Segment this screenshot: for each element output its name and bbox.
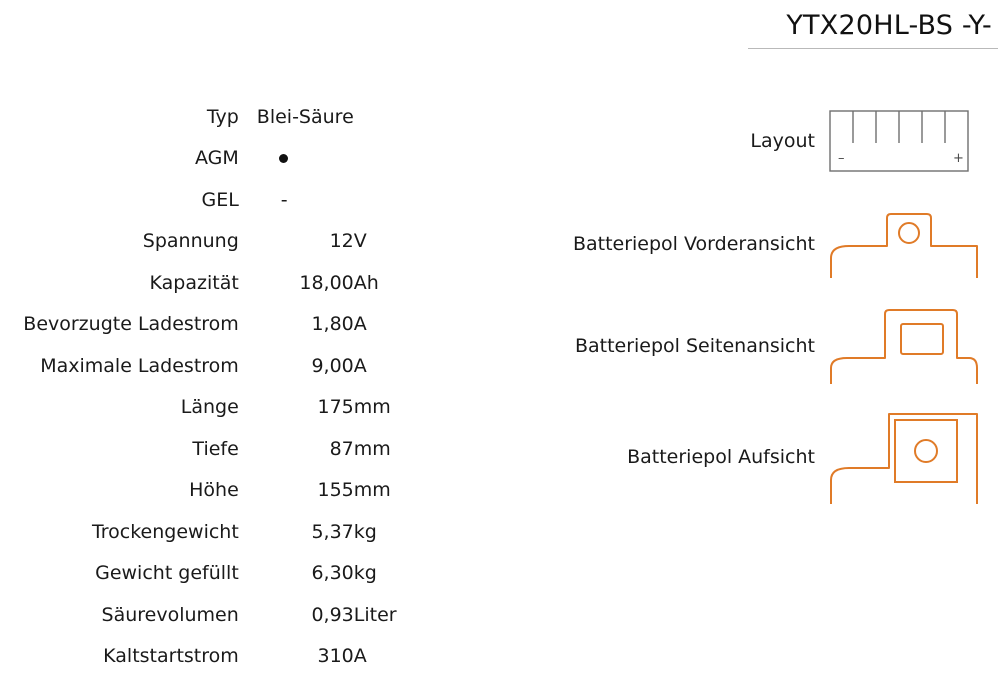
- spec-value: 0,93: [311, 603, 354, 626]
- spec-value: 155: [317, 479, 354, 502]
- spec-unit: A: [353, 313, 367, 336]
- layout-icon: [829, 110, 969, 172]
- spec-value: [239, 138, 354, 180]
- table-row: [0, 428, 470, 470]
- table-row: [0, 511, 470, 553]
- diagram-row-top-view: [500, 408, 1000, 506]
- table-row: [0, 594, 470, 636]
- diagram-label-front-view: Batteriepol Vorderansicht: [572, 233, 815, 255]
- spec-value: 6,30: [311, 562, 354, 585]
- agm-filled-dot-icon: [279, 154, 288, 163]
- spec-label: Trockengewicht: [91, 520, 239, 543]
- spec-label: Säurevolumen: [101, 603, 239, 626]
- table-row: [0, 387, 470, 429]
- table-row: [0, 179, 470, 221]
- spec-label: Maximale Ladestrom: [40, 354, 239, 377]
- layout-plus-label: +: [953, 151, 964, 166]
- spec-value: 18,00: [299, 271, 354, 294]
- table-row: [0, 304, 470, 346]
- spec-value: 5,37: [311, 520, 354, 543]
- spec-value: 1,80: [311, 313, 354, 336]
- spec-label: Kapazität: [149, 271, 239, 294]
- spec-unit: A: [353, 354, 367, 377]
- page-title: YTX20HL-BS -Y-: [786, 10, 992, 41]
- diagram-row-front-view: [500, 208, 1000, 280]
- spec-unit: kg: [353, 520, 377, 543]
- spec-unit: mm: [353, 479, 391, 502]
- title-divider: [748, 48, 998, 49]
- spec-label: Höhe: [189, 479, 239, 502]
- spec-value: 175: [317, 396, 354, 419]
- table-row: [0, 345, 470, 387]
- spec-unit: [354, 96, 470, 138]
- spec-label: Gewicht gefüllt: [95, 562, 239, 585]
- diagram-row-side-view: [500, 306, 1000, 386]
- spec-unit: Liter: [353, 603, 397, 626]
- spec-label: Bevorzugte Ladestrom: [23, 313, 239, 336]
- table-row: [0, 221, 470, 263]
- table-row: [0, 138, 470, 180]
- spec-label: GEL: [201, 188, 239, 211]
- table-row: [0, 470, 470, 512]
- spec-unit: mm: [353, 437, 391, 460]
- battery-terminal-side-icon: [829, 306, 979, 386]
- spec-label: Länge: [180, 396, 239, 419]
- spec-value: Blei-Säure: [256, 105, 354, 128]
- diagram-label-side-view: Batteriepol Seitenansicht: [574, 335, 815, 357]
- spec-unit: [354, 179, 470, 221]
- specification-table: [0, 96, 470, 677]
- spec-unit: V: [353, 230, 367, 253]
- table-row: [0, 553, 470, 595]
- table-row: [0, 262, 470, 304]
- battery-terminal-top-icon: [829, 408, 979, 506]
- spec-label: Tiefe: [192, 437, 239, 460]
- spec-unit: [354, 138, 470, 180]
- battery-terminal-front-icon: [829, 208, 979, 280]
- spec-value: 310: [317, 645, 354, 668]
- spec-label: Spannung: [142, 230, 239, 253]
- spec-unit: mm: [353, 396, 391, 419]
- spec-unit: kg: [353, 562, 377, 585]
- layout-minus-label: –: [838, 151, 845, 166]
- table-row: [0, 96, 470, 138]
- spec-label: Typ: [206, 105, 239, 128]
- spec-value: 87: [329, 437, 354, 460]
- spec-unit: Ah: [353, 271, 379, 294]
- spec-unit: A: [353, 645, 367, 668]
- spec-value: [239, 179, 354, 221]
- diagram-row-layout: [500, 110, 1000, 172]
- spec-value: 9,00: [311, 354, 354, 377]
- diagram-label-top-view: Batteriepol Aufsicht: [627, 446, 815, 468]
- table-row: [0, 636, 470, 678]
- diagram-label-layout: Layout: [750, 130, 815, 152]
- spec-label: AGM: [195, 147, 239, 170]
- spec-value: 12: [329, 230, 354, 253]
- spec-label: Kaltstartstrom: [103, 645, 239, 668]
- gel-dash-icon: -: [280, 188, 288, 211]
